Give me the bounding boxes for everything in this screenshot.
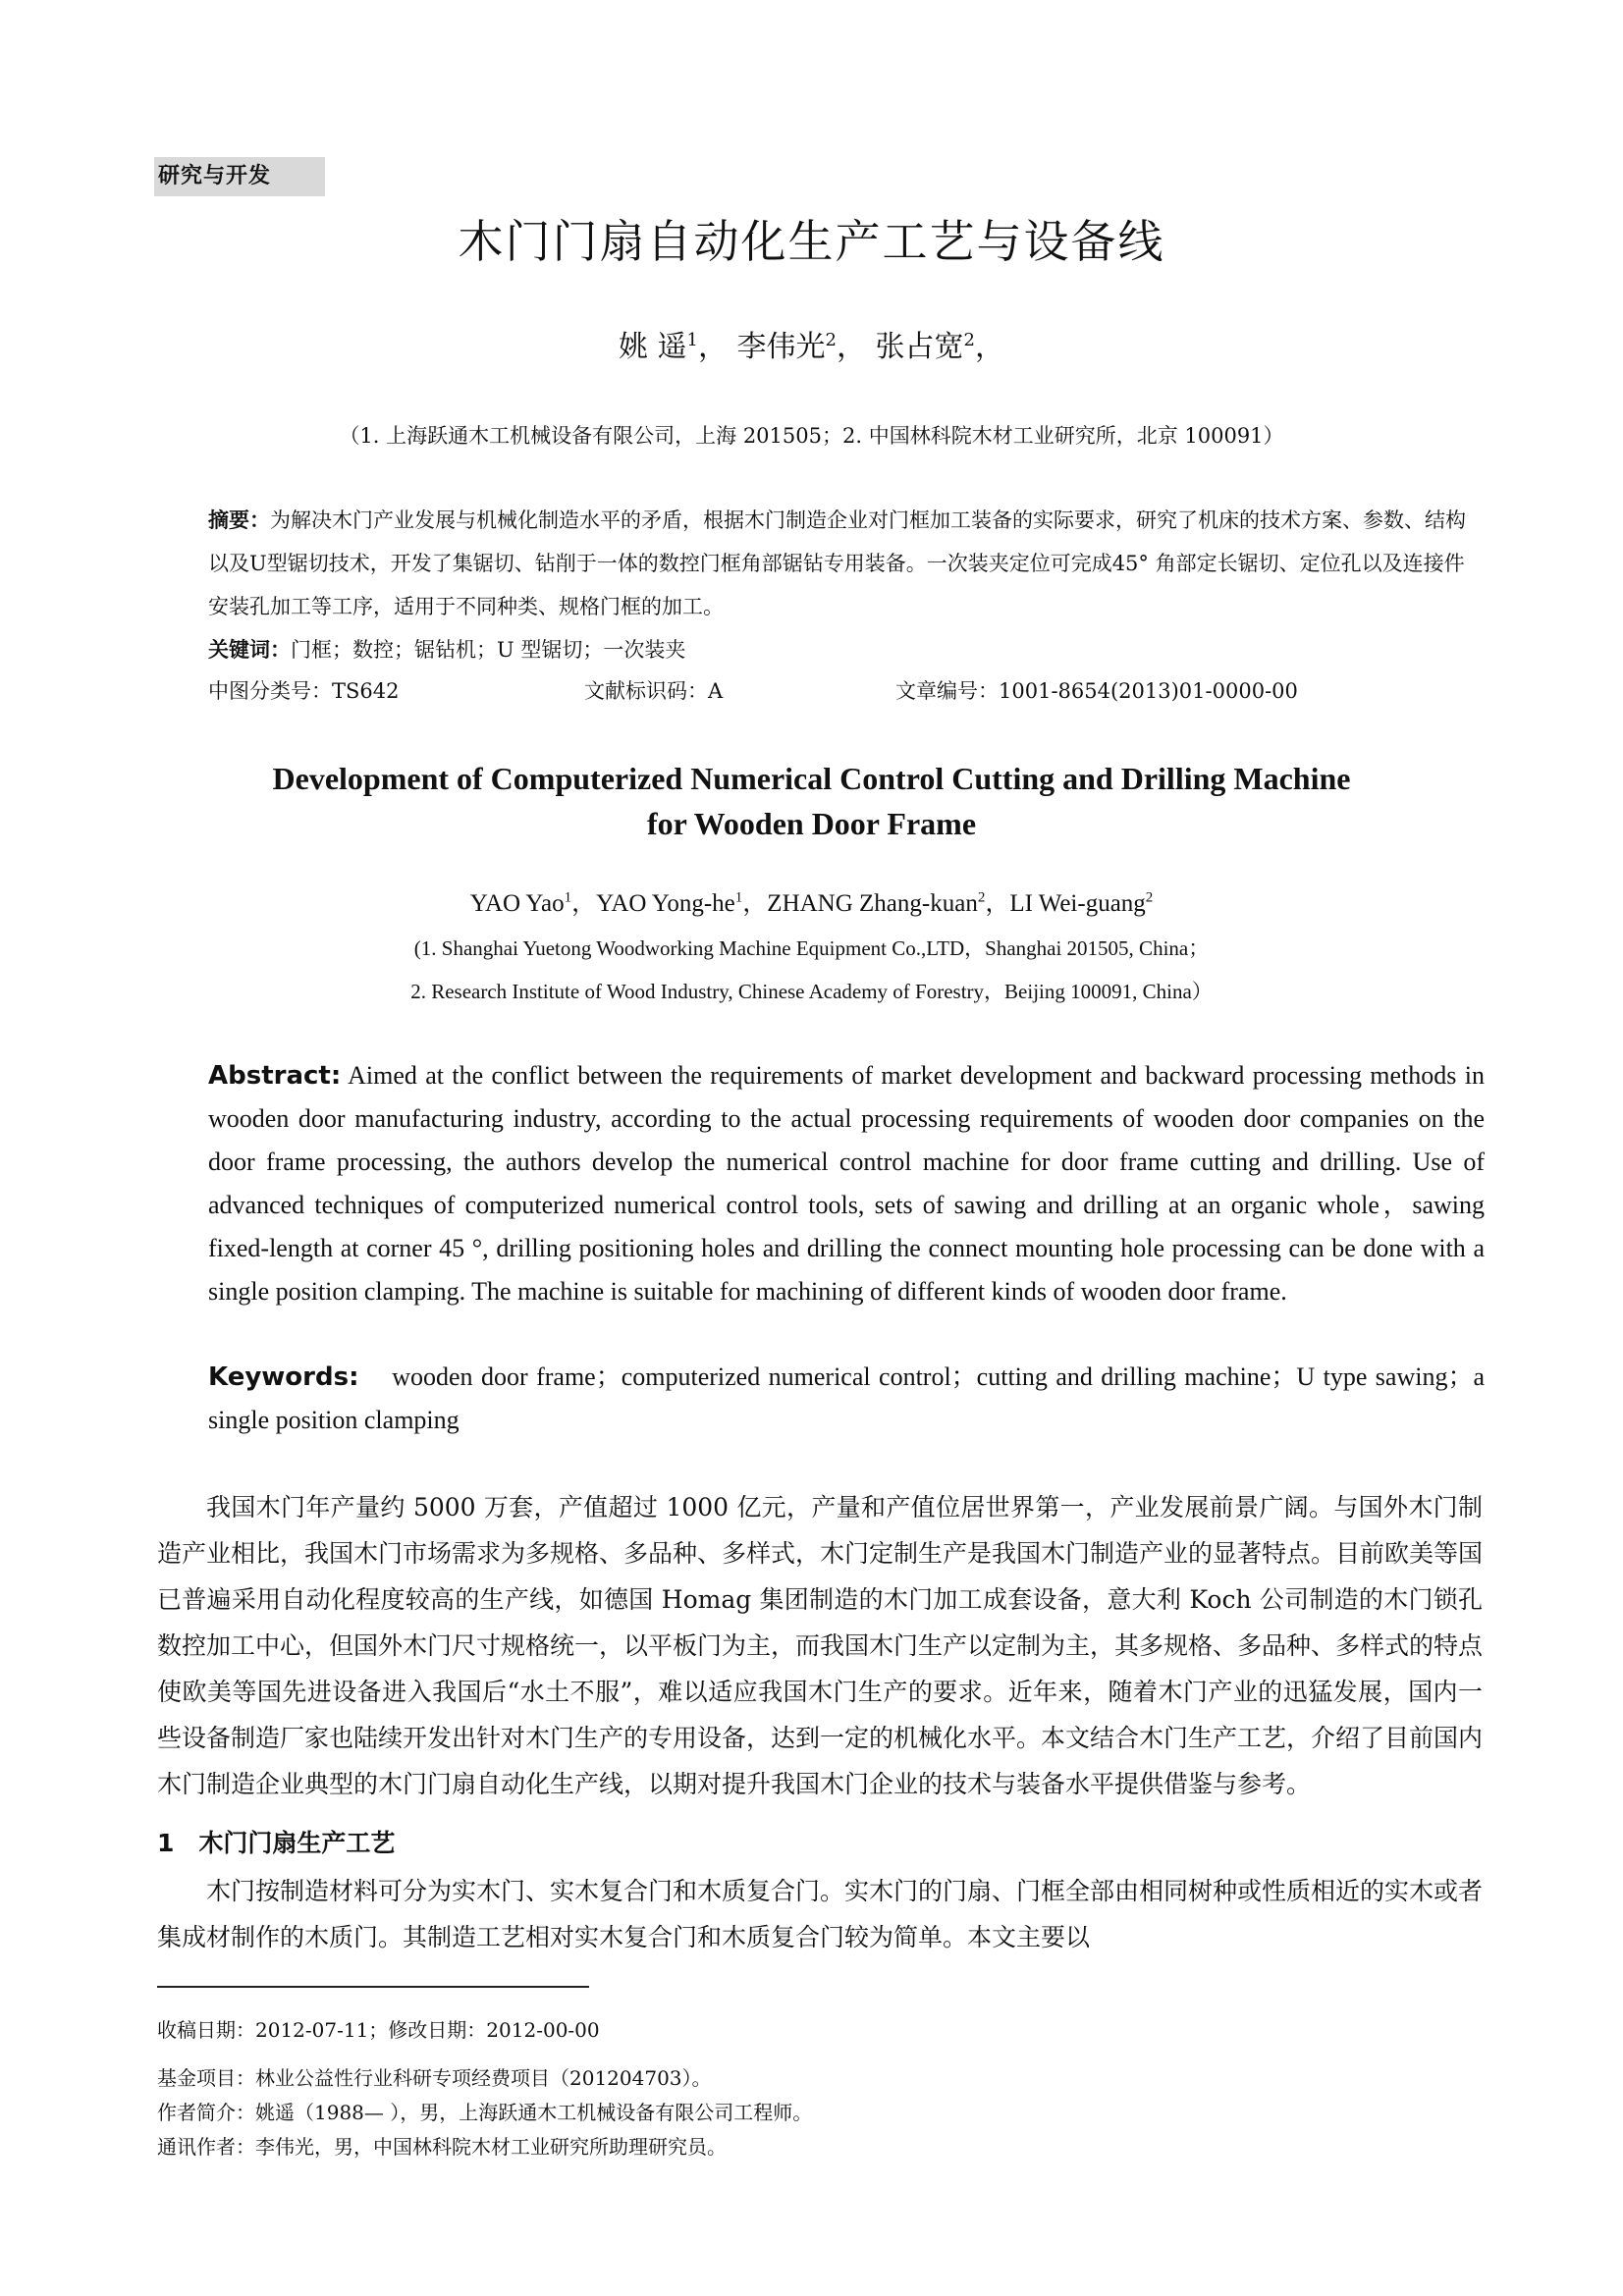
en-abstract xyxy=(208,1054,1485,1313)
clc-number: 中图分类号：TS642 xyxy=(208,679,400,703)
en-keywords xyxy=(208,1356,1485,1442)
section-tag: 研究与开发 xyxy=(154,157,325,196)
body-paragraph-1: 我国木门年产量约 5000 万套，产值超过 1000 亿元，产量和产值位居世界第一，产业发展前景广阔。与国外木门制造产业相比，我国木门市场需求为多规格、多品种、多样式，木门定制生产是我国木门制造产业的显著特点。目前欧美等国已普遍采用自动化程度较高的生产线，如德国 Homag 集团制造的木门加工成套设备，意大利 Koch 公司制造的木门锁孔数控加工中心，但国外木门尺寸规格统一，以平板门为主，而我国木门生产以定制为主，其多规格、多品种、多样式的特点使欧美等国先进设备进入我国后“水土不服”，难以适应我国木门生产的要求。近年来，随着木门产业的迅猛发展，国内一些设备制造厂家也陆续开发出针对木门生产的专用设备，达到一定的机械化水平。本文结合木门生产工艺，介绍了目前国内木门制造企业典型的木门门扇自动化生产线，以期对提升我国木门企业的技术与装备水平提供借鉴与参考。 xyxy=(157,1493,1484,1798)
en-author-3: ZHANG Zhang-kuan xyxy=(767,890,978,917)
footnote-corresponding: 通讯作者：李伟光，男，中国林科院木材工业研究所助理研究员。 xyxy=(157,2135,727,2159)
cn-title: 木门门扇自动化生产工艺与设备线 xyxy=(458,215,1165,268)
document-code: 文献标识码：A xyxy=(584,679,724,703)
cn-affiliation: （1. 上海跃通木工机械设备有限公司，上海 201505；2. 中国林科院木材工业研究所，北京 100091） xyxy=(339,424,1284,448)
cn-author-3: 张占宽 xyxy=(875,330,964,364)
article-number: 文章编号：1001-8654(2013)01-0000-00 xyxy=(895,679,1298,703)
cn-abstract-text: 为解决木门产业发展与机械化制造水平的矛盾，根据木门制造企业对门框加工装备的实际要求，研究了机床的技术方案、参数、结构以及U型锯切技术，开发了集锯切、钻削于一体的数控门框角部锯钻专用装备。一次装夹定位可完成45° 角部定长锯切、定位孔以及连接件安装孔加工等工序，适用于不同种类、规格门框的加工。 xyxy=(208,508,1466,618)
en-authors: YAO Yao$^1$，YAO Yong-$he^1$，ZHANG Zhang-kuan$^2$，LI Wei-guang$^2$ xyxy=(469,889,1154,917)
en-title xyxy=(0,756,1623,846)
cn-authors: 姚 遥$^1$， 李伟光$^2$， 张占宽$^2$， xyxy=(619,330,1004,364)
cn-abstract-label: 摘要： xyxy=(208,508,270,532)
footnote-divider xyxy=(157,1986,589,1988)
en-author-3-sup: 2 xyxy=(977,889,986,906)
en-keywords-text: wooden door frame；computerized numerical control；cutting and drilling machine；U type sawing；a single position clamping xyxy=(208,1362,1485,1434)
cn-author-1-sup: 1 xyxy=(686,330,698,350)
en-keywords-label: Keywords: xyxy=(208,1362,359,1392)
footnote-received: 收稿日期：2012-07-11；修改日期：2012-00-00 xyxy=(157,2018,600,2042)
en-author-4: LI Wei-guang xyxy=(1009,890,1146,917)
en-author-2-sup: 1 xyxy=(734,889,743,906)
en-author-1-sup: 1 xyxy=(564,889,572,906)
cn-keywords-text: 门框；数控；锯钻机；U 型锯切；一次装夹 xyxy=(291,638,686,662)
classification-row xyxy=(208,675,1485,709)
cn-author-3-sup: 2 xyxy=(963,330,975,350)
en-title-line-1: Development of Computerized Numerical Control Cutting and Drilling Machine xyxy=(272,761,1351,796)
section-heading: 1 木门门扇生产工艺 xyxy=(157,1829,396,1857)
en-author-4-sup: 2 xyxy=(1145,889,1154,906)
en-title-line-2: for Wooden Door Frame xyxy=(646,806,977,841)
en-affiliation-1: (1. Shanghai Yuetong Woodworking Machine Equipment Co.,LTD，Shanghai 201505, China； xyxy=(413,936,1210,960)
cn-author-2: 李伟光 xyxy=(736,330,826,364)
cn-author-1: 姚 遥 xyxy=(619,330,687,364)
cn-keywords-label: 关键词： xyxy=(208,638,291,662)
en-affiliation-2: 2. Research Institute of Wood Industry, Chinese Academy of Forestry，Beijing 100091, China） xyxy=(410,980,1213,1003)
body-paragraph-2: 木门按制造材料可分为实木门、实木复合门和木质复合门。实木门的门扇、门框全部由相同树种或性质相近的实木或者集成材制作的木质门。其制造工艺相对实木复合门和木质复合门较为简单。本文主要以 xyxy=(157,1877,1484,1951)
footnote-author-bio: 作者简介：姚遥（1988— ），男，上海跃通木工机械设备有限公司工程师。 xyxy=(157,2101,813,2124)
en-author-2: YAO Yong-he xyxy=(596,890,735,917)
cn-author-2-sup: 2 xyxy=(825,330,837,350)
cn-abstract xyxy=(208,499,1485,628)
en-author-1: YAO Yao xyxy=(469,890,565,917)
cn-keywords xyxy=(208,628,1485,671)
en-abstract-text: Aimed at the conflict between the requirements of market development and backward processing methods in wooden door manufacturing industry, according to the actual processing requirements of wooden door companies on the door frame processing, the authors develop the numerical control machine for door frame cutting and drilling. Use of advanced techniques of computerized numerical control tools, sets of sawing and drilling at an organic whole，sawing fixed-length at corner 45 °, drilling positioning holes and drilling the connect mounting hole processing can be done with a single position clamping. The machine is suitable for machining of different kinds of wooden door frame. xyxy=(208,1061,1485,1306)
footnote-fund: 基金项目：林业公益性行业科研专项经费项目（201204703）。 xyxy=(157,2066,712,2090)
en-abstract-label: Abstract: xyxy=(208,1061,342,1091)
